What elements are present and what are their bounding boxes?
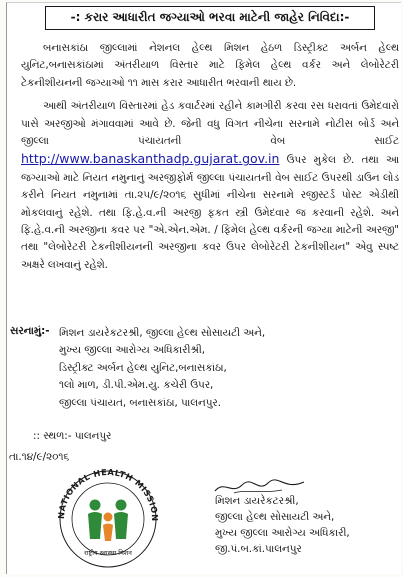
address-line: જીલ્લા પંચાયત, બનાસકાંઠા, પાલનપુર. — [59, 396, 221, 409]
signatory-line: મિશન ડાયરેકટરશ્રી, — [215, 495, 299, 507]
address-label: સરનામું:- — [10, 325, 50, 337]
logo-ring-text: NATIONAL HEALTH MISSION — [55, 466, 161, 522]
place-line: :: સ્થળ:- પાલનપુર — [33, 430, 112, 442]
signatory-block — [215, 493, 350, 557]
paragraph-2-text-a: આથી અંતરીયાળ વિસ્તારમાં હેડ કવાર્ટરમાં રહીને કામગીરી કરવા રસ ધરાવતાં ઉમેદવારો પાસે અરજીઓ મંગાવવામાં આવે છે. જેની વધુ વિગત નીચેના સરનામે નોટીસ બોર્ડ અને જીલ્લા પંચાયતની વેબ સાઈટ — [21, 100, 399, 148]
notice-body — [21, 40, 399, 274]
notice-paragraph-1 — [21, 40, 399, 92]
address-line: મુખ્ય જીલ્લા આરોગ્ય અધિકારીશ્રી, — [59, 344, 206, 357]
logo-motto: राष्ट्रीय स्वास्थ्य मिशन — [84, 549, 132, 557]
nhm-logo — [50, 459, 166, 575]
address-line: ૧લો માળ, ડી.પી.એમ.યુ. કચેરી ઉપર, — [59, 379, 214, 392]
signatory-line: મુખ્ય જીલ્લા આરોગ્ય અધિકારી, — [215, 527, 350, 539]
date-line: તા.૧૪/૯/૨૦૧૬ — [9, 451, 70, 463]
family-emblem-icon — [88, 500, 128, 542]
website-link[interactable]: http://www.banaskanthadp.gujarat.gov.in — [21, 151, 280, 167]
notice-title: -: કરાર આધારીત જગ્યાઓ ભરવા માટેની જાહેર નિવિદા:- — [45, 6, 375, 30]
paragraph-2-text-b: ઉપર મુકેલ છે. તથા આ જગ્યાઓ માટે નિયત નમુનાનું અરજીફોર્મ જીલ્લા પંચાયતની વેબ સાઈટ ઉપરથી ડાઉન લોડ કરીને નિયત નમુનામાં તા.૨૫/૯/૨૦૧૬ સુધીમાં નીચેના સરનામે રજીસ્ટર્ડ પોસ્ટ એડીથી મોકલવાનું રહેશે. તથા ફિ.હે.વ.ની અરજી ફકત સ્ત્રી ઉમેદવાર જ કરવાની રહેશે. અને ફિ.હે.વ.ની અરજીના કવર પર "એ.એન.એમ. / ફિમેલ હેલ્થ વર્કરની જગ્યા માટેની અરજી" તથા "લેબોરેટરી ટેકનીશીયનની અરજીના કવર ઉપર લેબોરેટરી ટેકનીશીયન" એવુ સ્પષ્ટ અક્ષરે લખવાનું રહેશે. — [21, 154, 399, 271]
paragraph-1-text: બનાસકાંઠા જીલ્લામાં નેશનલ હેલ્થ મિશન હેઠળ ડિસ્ટ્રીક્ટ અર્બન હેલ્થ યુનિટ,બનાસકાંઠામાં અંતરીયાળ વિસ્તાર માટે ફિમેલ હેલ્થ વર્કર અને લેબોરેટરી ટેકનીશીયનની જગ્યાઓ ૧૧ માસ કરાર આધારીત ભરવાની થાય છે. — [21, 42, 399, 89]
signatory-line: જી.પં.બ.કાં.પાલનપુર — [215, 543, 302, 555]
notice-page — [6, 2, 401, 574]
address-block — [59, 325, 379, 412]
signatory-line: જીલ્લા હેલ્થ સોસાયટી અને, — [215, 511, 335, 523]
address-line: મિશન ડાયરેકટરશ્રી, જીલ્લા હેલ્થ સોસાયટી અને, — [59, 327, 266, 339]
notice-paragraph-2 — [21, 98, 399, 274]
address-line: ડિસ્ટ્રીક્ટ અર્બન હેલ્થ યુનિટ,બનાસકાંઠા, — [59, 361, 227, 374]
